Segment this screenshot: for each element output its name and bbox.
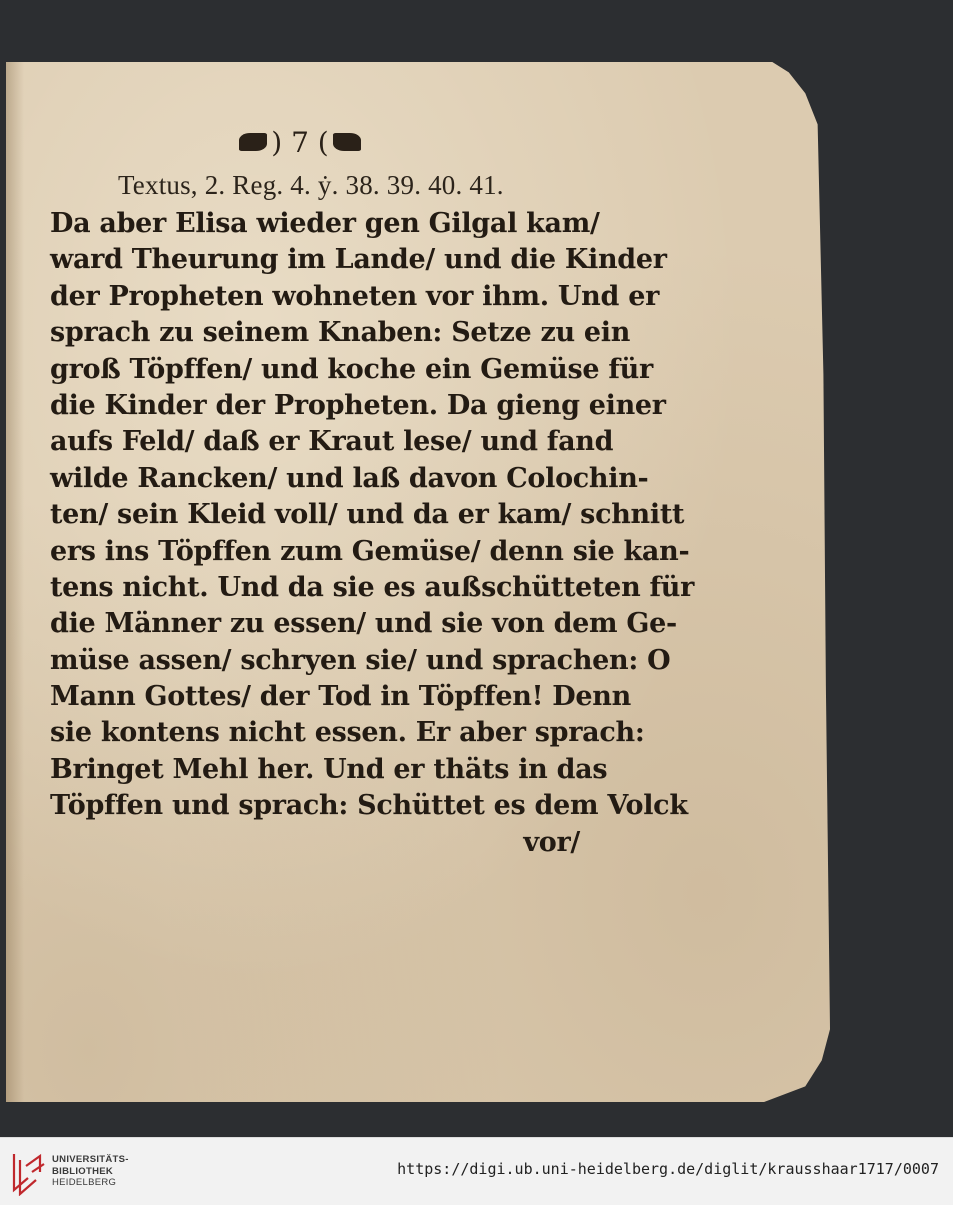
text-line: Da aber Elisa wieder gen Gilgal kam/ [50,208,600,239]
text-line: groß Töpffen/ und koche ein Gemüse für [50,353,653,385]
page-gutter-shadow [6,62,24,1102]
page-number: ) 7 ( [271,125,329,159]
text-line: Bringet Mehl her. Und er thäts in das [50,753,608,785]
footer-bar [0,1137,953,1205]
text-line: ers ins Töpffen zum Gemüse/ denn sie kan- [50,535,690,567]
text-line: ten/ sein Kleid voll/ und da er kam/ schnitt [50,499,685,531]
library-name [52,1154,129,1189]
page-number-header [200,124,400,160]
text-line: ward Theurung im Lande/ und die Kinder [50,244,667,276]
text-line: sprach zu seinem Knaben: Setze zu ein [50,317,631,349]
library-name-line1: UNIVERSITÄTS- [52,1154,129,1165]
text-line: sie kontens nicht essen. Er aber sprach: [50,717,645,749]
text-line: die Männer zu essen/ und sie von dem Ge- [50,608,677,640]
library-name-line3: HEIDELBERG [52,1177,117,1188]
ornament-left-icon [239,133,267,151]
text-line: der Propheten wohneten vor ihm. Und er [50,280,659,312]
university-library-logo-icon[interactable] [10,1148,46,1196]
text-line: Mann Gottes/ der Tod in Töpffen! Denn [50,681,631,713]
catchword: vor/ [523,826,580,858]
ornament-right-icon [333,133,361,151]
permalink-url[interactable]: https://digi.ub.uni-heidelberg.de/diglit/krausshaar1717/0007 [397,1160,939,1178]
text-line: müse assen/ schryen sie/ und sprachen: O [50,644,671,676]
text-line: wilde Rancken/ und laß davon Colochin- [50,462,649,494]
text-line: Töpffen und sprach: Schüttet es dem Volck [50,790,688,822]
text-line: tens nicht. Und da sie es außschütteten für [50,571,695,603]
text-line: die Kinder der Propheten. Da gieng einer [50,389,666,421]
textus-reference: Textus, 2. Reg. 4. ẏ. 38. 39. 40. 41. [118,170,504,200]
library-name-line2: BIBLIOTHEK [52,1165,114,1177]
text-line: aufs Feld/ daß er Kraut lese/ und fand [50,426,614,458]
page-body-text [50,206,695,861]
